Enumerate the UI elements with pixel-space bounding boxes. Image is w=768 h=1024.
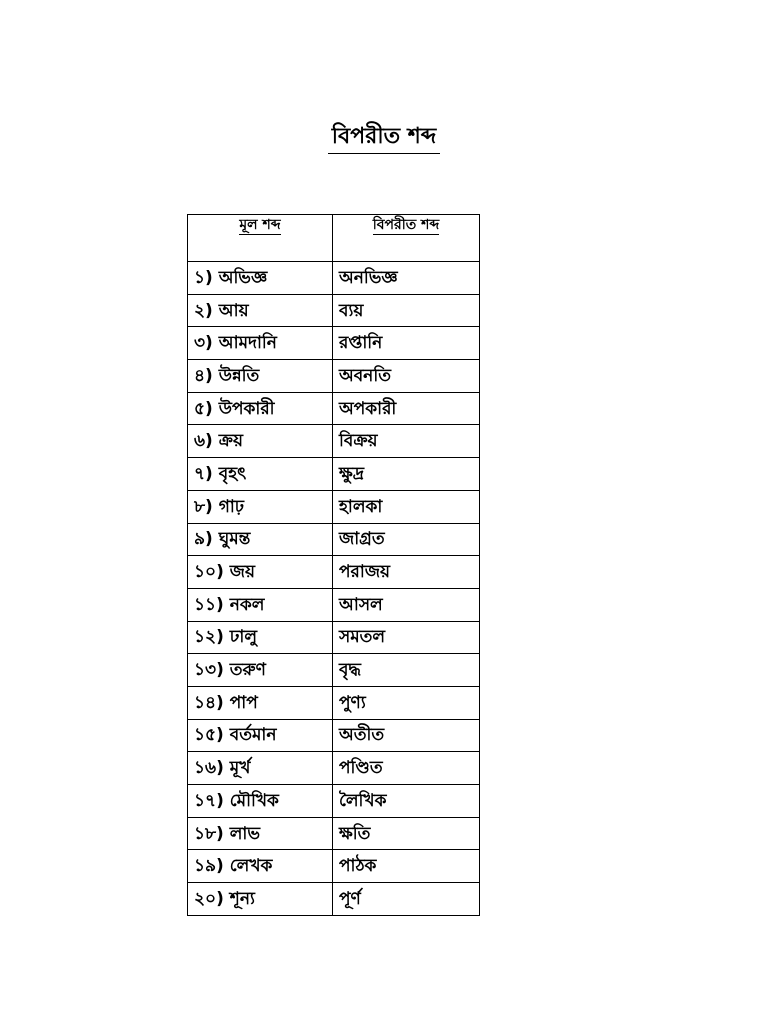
cell-opposite-word: আসল	[333, 588, 480, 621]
table-row	[188, 294, 480, 327]
cell-original-word: ৬) ক্রয়	[188, 425, 333, 458]
cell-opposite-word: বিক্রয়	[333, 425, 480, 458]
page-title	[0, 122, 768, 154]
cell-original-word: ১৩) তরুণ	[188, 654, 333, 687]
table-row	[188, 719, 480, 752]
cell-original-word: ১৬) মূর্খ	[188, 752, 333, 785]
table-row	[188, 686, 480, 719]
cell-opposite-word: লৈখিক	[333, 785, 480, 818]
cell-original-word: ৪) উন্নতি	[188, 360, 333, 393]
cell-opposite-word: জাগ্রত	[333, 523, 480, 556]
cell-opposite-word: পাঠক	[333, 850, 480, 883]
cell-opposite-word: হালকা	[333, 490, 480, 523]
cell-original-word: ২০) শূন্য	[188, 883, 333, 916]
cell-original-word: ২) আয়	[188, 294, 333, 327]
header-opposite-word-label: বিপরীত শব্দ	[372, 217, 440, 233]
cell-opposite-word: পূর্ণ	[333, 883, 480, 916]
cell-original-word: ৭) বৃহৎ	[188, 458, 333, 491]
cell-original-word: ১৮) লাভ	[188, 817, 333, 850]
cell-opposite-word: বৃদ্ধ	[333, 654, 480, 687]
antonym-table	[187, 214, 480, 916]
table-row	[188, 588, 480, 621]
cell-original-word: ৩) আমদানি	[188, 327, 333, 360]
table-row	[188, 327, 480, 360]
table-header-row	[188, 215, 480, 262]
cell-opposite-word: অনভিজ্ঞ	[333, 262, 480, 295]
cell-original-word: ৯) ঘুমন্ত	[188, 523, 333, 556]
cell-opposite-word: ব্যয়	[333, 294, 480, 327]
table-row	[188, 360, 480, 393]
cell-opposite-word: ক্ষতি	[333, 817, 480, 850]
cell-original-word: ১০) জয়	[188, 556, 333, 589]
cell-original-word: ১৫) বর্তমান	[188, 719, 333, 752]
table-row	[188, 752, 480, 785]
header-original-word	[188, 215, 333, 262]
header-opposite-word	[333, 215, 480, 262]
table-row	[188, 490, 480, 523]
table-row	[188, 556, 480, 589]
cell-original-word: ১৪) পাপ	[188, 686, 333, 719]
page-title-text: বিপরীত শব্দ	[328, 122, 441, 154]
cell-opposite-word: সমতল	[333, 621, 480, 654]
cell-opposite-word: অবনতি	[333, 360, 480, 393]
cell-original-word: ১১) নকল	[188, 588, 333, 621]
table-row	[188, 392, 480, 425]
table-row	[188, 817, 480, 850]
cell-opposite-word: ক্ষুদ্র	[333, 458, 480, 491]
table-row	[188, 883, 480, 916]
cell-original-word: ১৯) লেখক	[188, 850, 333, 883]
cell-original-word: ৮) গাঢ়	[188, 490, 333, 523]
cell-opposite-word: পুণ্য	[333, 686, 480, 719]
cell-original-word: ৫) উপকারী	[188, 392, 333, 425]
cell-original-word: ১২) ঢালু	[188, 621, 333, 654]
cell-opposite-word: অপকারী	[333, 392, 480, 425]
cell-opposite-word: রপ্তানি	[333, 327, 480, 360]
table-row	[188, 425, 480, 458]
table-row	[188, 621, 480, 654]
header-original-word-label: মূল শব্দ	[239, 217, 281, 233]
cell-opposite-word: অতীত	[333, 719, 480, 752]
table-row	[188, 458, 480, 491]
table-body	[188, 262, 480, 916]
table-row	[188, 785, 480, 818]
table-row	[188, 523, 480, 556]
table-row	[188, 654, 480, 687]
cell-opposite-word: পণ্ডিত	[333, 752, 480, 785]
cell-original-word: ১) অভিজ্ঞ	[188, 262, 333, 295]
cell-original-word: ১৭) মৌখিক	[188, 785, 333, 818]
cell-opposite-word: পরাজয়	[333, 556, 480, 589]
table-row	[188, 850, 480, 883]
table-row	[188, 262, 480, 295]
